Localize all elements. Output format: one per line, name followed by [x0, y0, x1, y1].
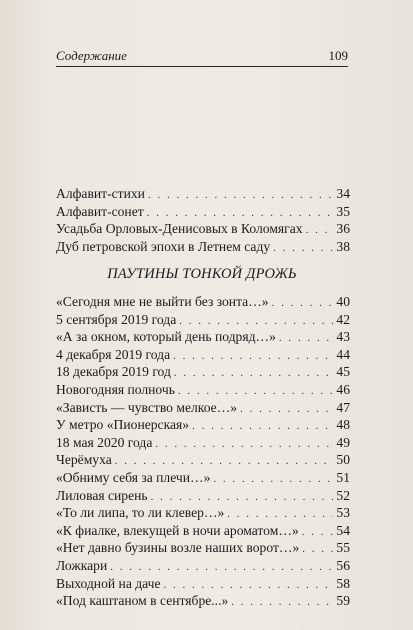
- toc-entry: [56, 311, 350, 329]
- toc-entry-title: «Под каштаном в сентябре...»: [56, 593, 229, 609]
- toc-entry-page: 44: [336, 346, 350, 362]
- toc-entry-page: 55: [336, 540, 350, 556]
- toc-entry: [56, 363, 350, 381]
- toc-entry-page: 45: [336, 364, 350, 380]
- toc-entry-page: 50: [336, 452, 350, 468]
- toc-entry: [56, 381, 350, 399]
- toc-entry-title: «Зависть — чувство мелкое…»: [56, 399, 238, 415]
- toc-entry-title: Ложкари: [56, 557, 108, 573]
- toc-entry-title: «К фиалке, влекущей в ночи ароматом…»: [56, 522, 299, 538]
- toc-entry-title: Лиловая сирень: [56, 487, 148, 503]
- toc-entry: [56, 539, 350, 557]
- dot-leader: [173, 348, 333, 366]
- toc-entry-page: 52: [336, 487, 350, 503]
- toc-entry: [56, 522, 350, 540]
- toc-entry-title: 4 декабря 2019 года: [56, 346, 171, 362]
- toc-entry: [56, 575, 350, 593]
- toc-entry: [56, 416, 350, 434]
- toc-entry: [56, 487, 350, 505]
- dot-leader: [155, 436, 333, 454]
- toc-entry-page: 40: [336, 294, 350, 309]
- toc-entry: [56, 293, 350, 311]
- toc-entry-page: 49: [336, 434, 350, 450]
- toc-entry-page: 42: [336, 311, 350, 327]
- toc-entry: [56, 504, 350, 522]
- header-rule: [56, 66, 348, 67]
- toc-entry: [56, 557, 350, 575]
- toc-entry: [56, 185, 350, 203]
- toc-entry-page: 46: [336, 381, 350, 397]
- running-header: [56, 48, 348, 66]
- toc-entry: [56, 434, 350, 452]
- toc-entry-page: 38: [336, 238, 350, 254]
- toc-entry-page: 54: [336, 522, 350, 538]
- toc-entry-title: «Нет давно бузины возле наших ворот…»: [56, 540, 300, 556]
- toc-entry: [56, 238, 350, 256]
- toc-entry: [56, 220, 350, 238]
- dot-leader: [273, 240, 333, 258]
- toc-entry-page: 36: [336, 221, 350, 237]
- dot-leader: [302, 541, 333, 559]
- dot-leader: [272, 295, 333, 313]
- dot-leader: [213, 471, 333, 489]
- toc-entry-title: Новогодняя полночь: [56, 381, 175, 397]
- toc-entry: [56, 346, 350, 364]
- toc-entry: [56, 451, 350, 469]
- dot-leader: [240, 401, 333, 419]
- toc-entry-title: 18 декабря 2019 год: [56, 364, 171, 380]
- toc-entry-title: Алфавит-стихи: [56, 186, 145, 201]
- toc-entry-page: 43: [336, 329, 350, 345]
- dot-leader: [279, 330, 333, 348]
- toc-entry-title: Алфавит-сонет: [56, 203, 144, 219]
- toc-entry-title: Выходной на даче: [56, 575, 161, 591]
- toc-entry: [56, 592, 350, 610]
- toc-entry: [56, 399, 350, 417]
- toc-entry-title: У метро «Пионерская»: [56, 417, 190, 433]
- toc-entry-title: «То ли липа, то ли клевер…»: [56, 505, 225, 521]
- toc-entry-title: «Сегодня мне не выйти без зонта…»: [56, 294, 269, 309]
- toc-list-top: [56, 185, 350, 255]
- toc-entry: [56, 328, 350, 346]
- dot-leader: [231, 594, 333, 612]
- toc-entry-page: 56: [336, 557, 350, 573]
- toc-entry-title: Черёмуха: [56, 452, 112, 468]
- toc-entry-page: 34: [336, 186, 350, 201]
- dot-leader: [148, 187, 333, 205]
- dot-leader: [192, 418, 333, 436]
- toc-entry-title: 5 сентября 2019 года: [56, 311, 177, 327]
- toc-entry-title: «Обниму себя за плечи…»: [56, 469, 211, 485]
- dot-leader: [306, 222, 333, 240]
- page-number: 109: [328, 48, 348, 63]
- toc-entry-page: 53: [336, 505, 350, 521]
- toc-entry: [56, 203, 350, 221]
- toc-entry-page: 51: [336, 469, 350, 485]
- toc-list-bottom: [56, 293, 350, 610]
- running-header-title: Содержание: [56, 48, 127, 63]
- section-heading: ПАУТИНЫ ТОНКОЙ ДРОЖЬ: [107, 266, 297, 282]
- toc-entry-page: 47: [336, 399, 350, 415]
- toc-entry-title: «А за окном, который день подряд…»: [56, 329, 276, 345]
- toc-entry-page: 58: [336, 575, 350, 591]
- toc-entry: [56, 469, 350, 487]
- toc-entry-title: 18 мая 2020 года: [56, 434, 153, 450]
- toc-entry-title: Дуб петровской эпохи в Летнем саду: [56, 238, 271, 254]
- dot-leader: [302, 524, 333, 542]
- toc-entry-page: 48: [336, 417, 350, 433]
- toc-entry-page: 35: [336, 203, 350, 219]
- dot-leader: [174, 365, 333, 383]
- toc-entry-title: Усадьба Орловых-Денисовых в Коломягах: [56, 221, 303, 237]
- toc-entry-page: 59: [336, 593, 350, 609]
